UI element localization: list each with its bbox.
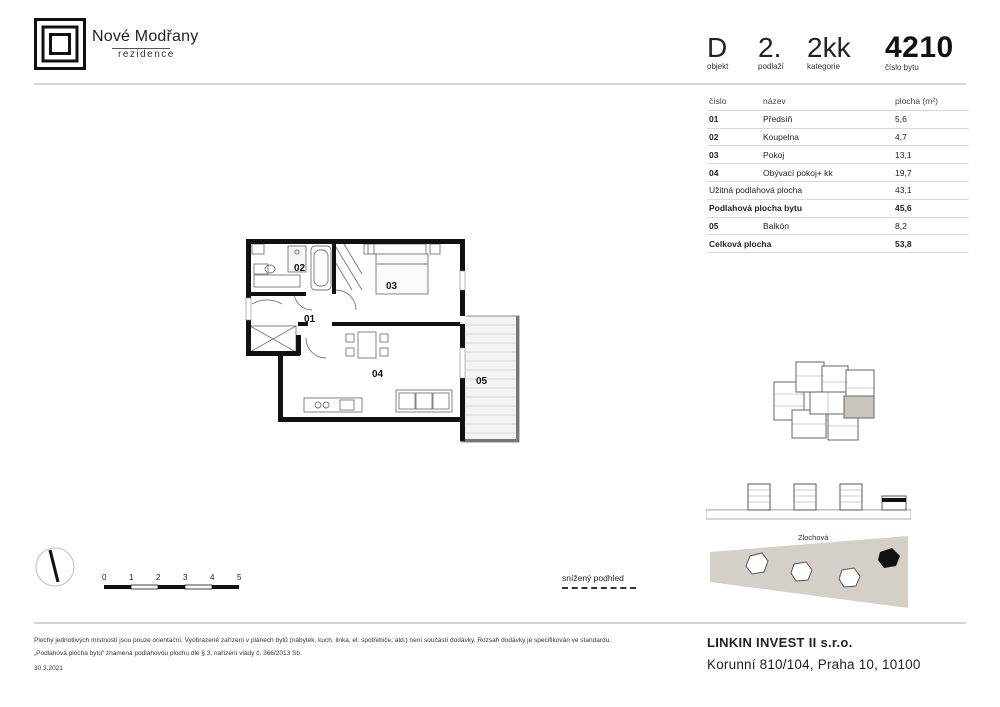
room-name: Pokoj xyxy=(761,146,893,164)
room-area: 4,7 xyxy=(893,128,969,146)
column-header-number: číslo xyxy=(707,93,761,110)
scale-tick-label: 0 xyxy=(102,573,107,582)
scale-bar xyxy=(98,570,258,596)
summary-value: 2kk xyxy=(807,32,851,63)
scale-tick-label: 1 xyxy=(129,573,134,582)
column-header-area: plocha (m²) xyxy=(893,93,969,110)
street-label: Zlochová xyxy=(798,533,829,542)
room-name: Předsíň xyxy=(761,110,893,128)
lowered-ceiling-label: snížený podhled xyxy=(562,573,624,583)
summary-caption: podlaží xyxy=(758,62,784,71)
brand-name: Nové Modřany xyxy=(92,28,199,45)
table-row xyxy=(707,164,969,182)
summary-cislo-bytu xyxy=(885,33,954,72)
summary-podlazi xyxy=(758,34,784,71)
table-row-floor-area xyxy=(707,199,969,217)
room-number: 03 xyxy=(707,146,761,164)
summary-objekt xyxy=(707,34,728,71)
dashed-line-icon xyxy=(562,587,636,589)
table-header-row xyxy=(707,93,969,110)
column-header-name: název xyxy=(761,93,893,110)
scale-tick-label: 4 xyxy=(210,573,215,582)
scale-tick-label: 5 xyxy=(237,573,242,582)
balcony-area xyxy=(461,316,519,442)
room-area: 5,6 xyxy=(893,110,969,128)
building-elevation xyxy=(706,476,911,520)
room-area: 13,1 xyxy=(893,146,969,164)
table-row-usable-area xyxy=(707,181,969,199)
floor-area-value: 45,6 xyxy=(893,199,969,217)
room-name: Koupelna xyxy=(761,128,893,146)
room-label-05: 05 xyxy=(476,376,488,387)
summary-value: 2. xyxy=(758,32,782,63)
footer-note xyxy=(34,634,684,660)
room-label-02: 02 xyxy=(294,263,306,274)
room-name: Balkón xyxy=(761,217,893,235)
total-area-value: 53,8 xyxy=(893,235,969,253)
logo-mark-icon xyxy=(34,18,86,70)
apartment-number: 4210 xyxy=(885,31,954,64)
room-number: 05 xyxy=(707,217,761,235)
total-area-label: Celková plocha xyxy=(707,235,893,253)
lowered-ceiling-legend xyxy=(562,573,636,589)
summary-value: D xyxy=(707,32,728,63)
north-arrow-icon xyxy=(34,546,76,588)
room-area: 8,2 xyxy=(893,217,969,235)
table-row-total xyxy=(707,235,969,253)
table-row xyxy=(707,110,969,128)
footer-note-line: „Podlahová plocha bytu“ znamená podlahovou plochu dle § 3, nařízení vlády č. 366/2013 Sb. xyxy=(34,650,302,657)
footer-note-line: Plochy jednotlivých místností jsou pouze orientační. Vyobrazené zařízení v plánech bytů (nábytek, kuch. linka, el. spotřebiče, atd.) není součástí dodávky. Rozsah dodávky je specifikován ve standardu. xyxy=(34,637,612,644)
highlighted-unit xyxy=(844,396,874,418)
company-name: LINKIN INVEST II s.r.o. xyxy=(707,635,853,650)
summary-caption: objekt xyxy=(707,62,729,71)
floor-plan xyxy=(236,230,526,445)
room-area: 19,7 xyxy=(893,164,969,182)
rooms-table xyxy=(707,93,969,253)
room-name: Obývací pokoj+ kk xyxy=(761,164,893,182)
logo xyxy=(34,18,86,70)
summary-caption: kategorie xyxy=(807,62,840,71)
scale-tick-label: 3 xyxy=(183,573,188,582)
usable-area-value: 43,1 xyxy=(893,181,969,199)
table-row-balcony xyxy=(707,217,969,235)
room-number: 01 xyxy=(707,110,761,128)
brand-subtitle: rezidence xyxy=(118,49,175,60)
table-row xyxy=(707,128,969,146)
footer-date: 30.3.2021 xyxy=(34,665,63,672)
room-number: 04 xyxy=(707,164,761,182)
building-key-plan xyxy=(766,356,882,448)
company-address: Korunní 810/104, Praha 10, 10100 xyxy=(707,657,921,672)
room-label-04: 04 xyxy=(372,369,384,380)
room-number: 02 xyxy=(707,128,761,146)
footer-divider xyxy=(34,622,966,624)
room-label-03: 03 xyxy=(386,281,398,292)
scale-tick-label: 2 xyxy=(156,573,161,582)
summary-caption: číslo bytu xyxy=(885,63,919,72)
usable-area-label: Užitná podlahová plocha xyxy=(707,181,893,199)
floor-area-label: Podlahová plocha bytu xyxy=(707,199,893,217)
room-label-01: 01 xyxy=(304,314,316,325)
header-divider xyxy=(34,83,966,85)
table-row xyxy=(707,146,969,164)
summary-kategorie xyxy=(807,34,851,71)
